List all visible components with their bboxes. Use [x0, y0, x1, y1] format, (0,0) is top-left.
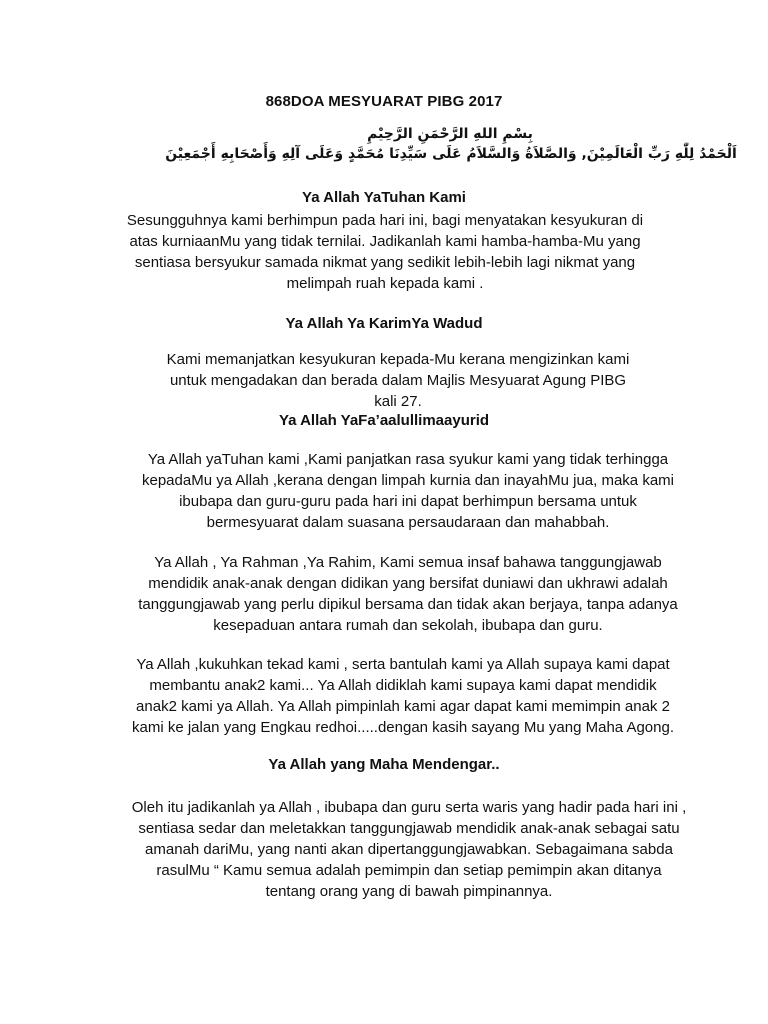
paragraph: Ya Allah yaTuhan kami ,Kami panjatkan rasa syukur kami yang tidak terhingga kepadaMu ya Allah ,kerana dengan limpah kurnia dan inayahMu jua, maka kami ibubapa dan guru-guru pada hari ini dapat berhimpun bersama untuk bermesyuarat dalam suasana persaudaraan dan mahabbah. [142, 451, 674, 531]
paragraph: Sesungguhnya kami berhimpun pada hari ini, bagi menyatakan kesyukuran di atas kurniaanMu yang tidak ternilai. Jadikanlah kami hamba-hamba-Mu yang sentiasa bersyukur samada nikmat yang sedikit lebih-lebih lagi nikmat yang melimpah ruah kepada kami . [126, 212, 644, 292]
arabic-praise-line: اَلْحَمْدُ لِلّٰهِ رَبِّ الْعَالَمِيْنَ, وَالصَّلاَةُ وَالسَّلاَمُ عَلَى سَيِّدِنَا مُحَمَّدٍ وَعَلَى آلِهِ وَأَصْحَابِهِ أَجْمَعِيْنَ [165, 146, 737, 162]
paragraph: Ya Allah ,kukuhkan tekad kami , serta bantulah kami ya Allah supaya kami dapat membantu anak2 kami... Ya Allah didiklah kami supaya kami dapat mendidik anak2 kami ya Allah. Ya Allah pimpinlah kami agar dapat kami memimpin anak 2 kami ke jalan yang Engkau redhoi.....dengan kasih sayang Mu yang Maha Agong. [131, 656, 675, 736]
paragraph: Ya Allah , Ya Rahman ,Ya Rahim, Kami semua insaf bahawa tanggungjawab mendidik anak-anak dengan didikan yang bersifat duniawi dan ukhrawi adalah tanggungjawab yang perlu dipikul bersama dan tidak akan berjaya, tanpa adanya kesepaduan antara rumah dan sekolah, ibubapa dan guru. [138, 554, 678, 634]
section-heading: Ya Allah yang Maha Mendengar.. [268, 756, 500, 773]
section-heading: Ya Allah YaTuhan Kami [302, 189, 466, 206]
arabic-basmala: بِسْمِ اللهِ الرَّحْمَنِ الرَّحِيْمِ [367, 126, 533, 142]
section-heading: Ya Allah Ya KarimYa Wadud [285, 315, 483, 332]
paragraph: Oleh itu jadikanlah ya Allah , ibubapa dan guru serta waris yang hadir pada hari ini , sentiasa sedar dan meletakkan tanggungjawab mendidik anak-anak sebagai satu amanah dariMu, yang nanti akan dipertanggungjawabkan. Sebagaimana sabda rasulMu “ Kamu semua adalah pemimpin dan setiap pemimpin akan ditanya tentang orang yang di bawah pimpinannya. [131, 799, 687, 900]
document-title: 868DOA MESYUARAT PIBG 2017 [265, 93, 503, 110]
section-heading: Ya Allah YaFa’aalullimaayurid [278, 412, 490, 429]
paragraph: Kami memanjatkan kesyukuran kepada-Mu kerana mengizinkan kami untuk mengadakan dan berada dalam Majlis Mesyuarat Agung PIBG kali 27. [166, 351, 630, 410]
